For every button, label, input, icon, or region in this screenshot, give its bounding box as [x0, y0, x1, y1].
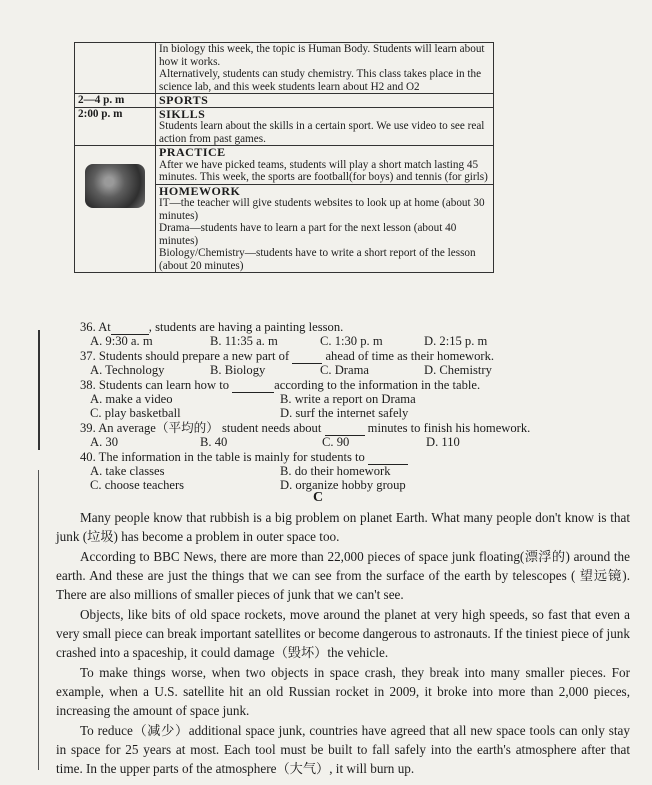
cell-line: IT—the teacher will give students websites to look up at home (about 30 minutes)	[159, 197, 485, 222]
option: C. 1:30 p. m	[320, 334, 383, 348]
time-cell	[75, 43, 156, 94]
option: A. Technology	[90, 363, 165, 377]
section-label: C	[313, 490, 324, 505]
table-row	[75, 94, 494, 108]
margin-mark	[38, 330, 40, 450]
time-cell: 2:00 p. m	[75, 107, 156, 146]
cell-line: After we have picked teams, students will play a short match lasting 45 minutes. This week, the sports are football(for boys) and tennis (for girls)	[159, 158, 488, 183]
section-heading: PRACTICE	[159, 145, 226, 159]
content-cell	[156, 146, 494, 185]
option: D. Chemistry	[424, 363, 492, 377]
margin-line	[38, 470, 39, 770]
option: B. 40	[200, 435, 228, 449]
option: C. 90	[322, 435, 350, 449]
answer-blank	[111, 320, 149, 335]
table-row	[75, 146, 494, 185]
question-39: 39. An average（平均的） student needs about minutes to finish his homework.	[80, 421, 531, 435]
option: B. write a report on Drama	[280, 392, 416, 406]
content-cell	[156, 43, 494, 94]
section-heading: SIKLLS	[159, 106, 206, 121]
option: C. choose teachers	[90, 478, 185, 492]
passage-paragraph: To make things worse, when two objects in space crash, they break into many smaller pieces. For example, when a U.S. satellite hit an old Russian rocket in 2009, it broke into more than 2,000 pieces, increasing the amount of space junk.	[56, 665, 630, 719]
answer-blank	[368, 450, 408, 465]
section-heading: HOMEWORK	[159, 183, 241, 198]
cell-line: Alternatively, students can study chemistry. This class takes place in the science lab, and this week students learn about H2 and O2	[159, 68, 482, 93]
question-37: 37. Students should prepare a new part of ahead of time as their homework.	[80, 349, 495, 363]
option: A. 9:30 a. m	[90, 334, 153, 348]
cell-line: Biology/Chemistry—students have to write a short report of the lesson (about 20 minutes)	[159, 247, 476, 272]
image-cell	[75, 146, 156, 273]
table-row	[75, 107, 494, 146]
passage-paragraph: Many people know that rubbish is a big problem on planet Earth. What many people don't know is that junk (垃圾) has become a problem in outer space too.	[56, 510, 630, 545]
option: D. surf the internet safely	[280, 406, 409, 420]
section-heading: SPORTS	[156, 94, 494, 108]
option: B. 11:35 a. m	[210, 334, 278, 348]
option: D. 2:15 p. m	[424, 334, 488, 348]
cell-line: Drama—students have to learn a part for the next lesson (about 40 minutes)	[159, 222, 457, 247]
football-photo	[85, 164, 145, 208]
cell-line: Students learn about the skills in a certain sport. We use video to see real action from past games.	[159, 120, 485, 145]
option: C. Drama	[320, 363, 369, 377]
time-cell: 2—4 p. m	[75, 94, 156, 108]
question-36: 36. At , students are having a painting lesson.	[80, 320, 344, 334]
option: D. organize hobby group	[280, 478, 406, 492]
schedule-table	[74, 42, 494, 273]
option: B. do their homework	[280, 464, 391, 478]
table-row	[75, 43, 494, 94]
content-cell	[156, 107, 494, 146]
question-40: 40. The information in the table is mainly for students to	[80, 450, 408, 465]
option: A. make a video	[90, 392, 173, 406]
answer-blank	[292, 349, 322, 364]
option: A. take classes	[90, 464, 165, 478]
passage-paragraph: To reduce（减少）additional space junk, countries have agreed that all new space tools can only stay in space for 25 years at most. Each tool must be built to fall safely into the earth's atmosphere after that time. In the upper parts of the atmosphere（大气）, it will burn up.	[56, 723, 630, 777]
question-38: 38. Students can learn how to according to the information in the table.	[80, 378, 481, 392]
option: C. play basketball	[90, 406, 181, 420]
answer-blank	[232, 378, 274, 393]
content-cell	[156, 184, 494, 273]
passage-paragraph: According to BBC News, there are more than 22,000 pieces of space junk floating(漂浮的) around the earth. And these are just the things that we can see from the surface of the earth by telescopes ( 望远镜). There are also millions of smaller pieces of junk that we can't see.	[56, 549, 630, 603]
option: A. 30	[90, 435, 118, 449]
passage-paragraph: Objects, like bits of old space rockets, move around the planet at very high speeds, so fast that even a very small piece can break important satellites or become dangerous to astronauts. If the tiniest piece of junk crashed into a spaceship, it could damage（毁坏）the vehicle.	[56, 607, 630, 661]
option: D. 110	[426, 435, 460, 449]
answer-blank	[325, 421, 365, 436]
option: B. Biology	[210, 363, 266, 377]
cell-line: In biology this week, the topic is Human Body. Students will learn about how it works.	[159, 43, 485, 68]
